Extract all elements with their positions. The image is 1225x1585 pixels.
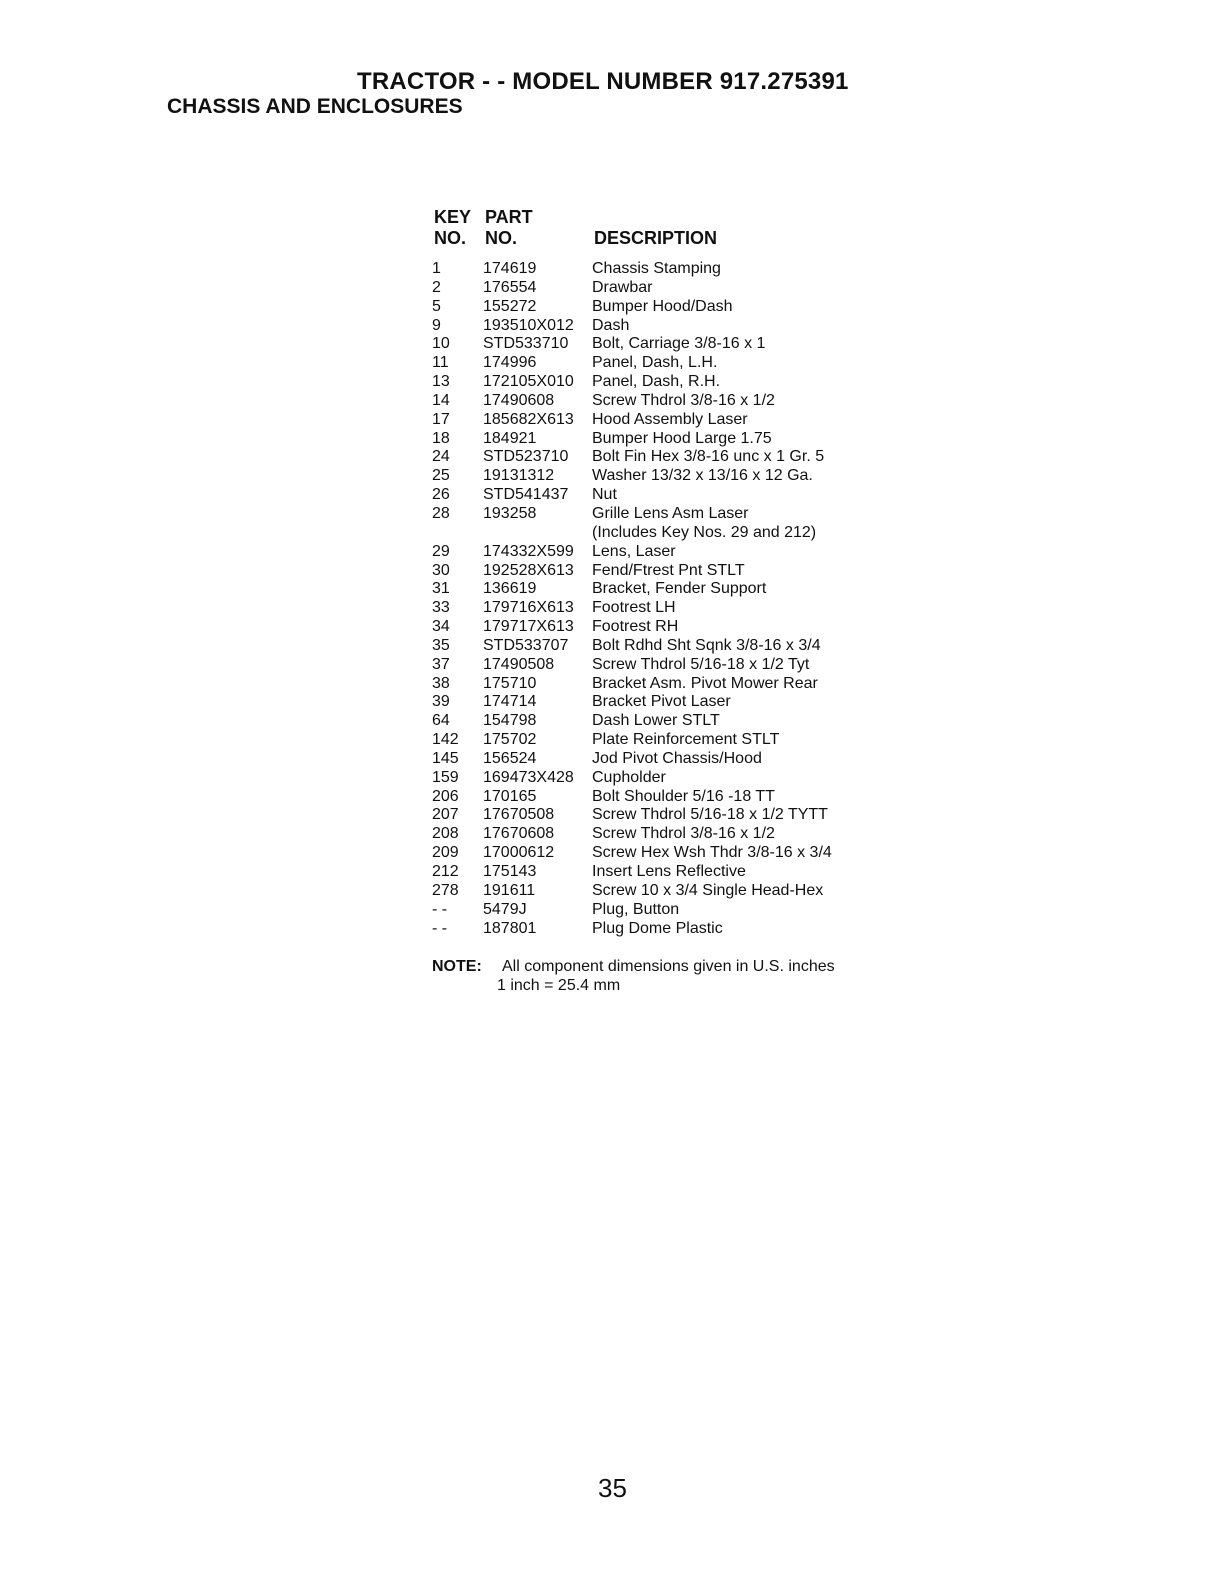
part-description: Panel, Dash, L.H. [592,354,718,372]
part-description: Bolt, Carriage 3/8-16 x 1 [592,335,766,353]
key-header-line1: KEY [434,207,472,227]
key-number: 35 [432,636,450,654]
part-number: 175702 [483,731,537,749]
key-number: 145 [432,749,459,767]
key-number: 34 [432,618,450,636]
table-row [434,430,894,449]
part-description: Bumper Hood/Dash [592,297,733,315]
part-description: Plate Reinforcement STLT [592,731,780,749]
table-row [434,618,894,637]
parts-table [434,207,894,938]
parts-list [434,260,894,938]
table-row [434,637,894,656]
part-description: Chassis Stamping [592,260,721,277]
page-title: TRACTOR - - MODEL NUMBER 917.275391 [357,68,849,95]
part-number: 174714 [483,693,537,711]
part-number: 176554 [483,278,537,296]
part-description: Dash Lower STLT [592,712,720,730]
key-number: 64 [432,712,450,730]
table-row [434,543,894,562]
key-number: 2 [432,278,441,296]
part-number: STD533710 [483,335,569,353]
part-description: Hood Assembly Laser [592,410,748,428]
key-number: 11 [432,354,449,372]
part-number: 184921 [483,429,537,447]
part-number: STD541437 [483,486,569,504]
table-row [434,373,894,392]
part-description: Footrest LH [592,599,676,617]
table-row [434,920,894,939]
part-description: Plug Dome Plastic [592,919,723,937]
part-description: Nut [592,486,617,504]
page-number: 35 [598,1473,627,1503]
part-number: 17000612 [483,844,555,862]
part-number: 170165 [483,787,537,805]
key-number: 208 [432,825,459,843]
part-number: 156524 [483,749,537,767]
key-number: 37 [432,655,450,673]
key-number: 25 [432,467,450,485]
table-row [434,731,894,750]
part-number: 136619 [483,580,537,598]
part-number: 179716X613 [483,599,574,617]
part-number: 172105X010 [483,373,574,391]
part-number: 193258 [483,504,537,522]
part-description: (Includes Key Nos. 29 and 212) [592,523,817,541]
table-row [434,863,894,882]
part-description: Lens, Laser [592,542,676,560]
key-number: 29 [432,542,450,560]
part-number: 155272 [483,297,537,315]
part-number: 192528X613 [483,561,574,579]
part-description: Screw 10 x 3/4 Single Head-Hex [592,881,824,899]
part-number: 17670608 [483,825,555,843]
key-number: - - [432,919,448,937]
key-number: 31 [432,580,450,598]
table-row [434,901,894,920]
table-row [434,712,894,731]
part-description: Bolt Fin Hex 3/8-16 unc x 1 Gr. 5 [592,448,825,466]
table-row [434,486,894,505]
part-number: 17670508 [483,806,555,824]
part-description: Screw Hex Wsh Thdr 3/8-16 x 3/4 [592,844,832,862]
key-number: 17 [432,410,450,428]
part-number: 191611 [483,881,536,899]
part-description: Bracket Asm. Pivot Mower Rear [592,674,818,692]
key-number: 24 [432,448,450,466]
part-description: Panel, Dash, R.H. [592,373,721,391]
key-number: 206 [432,787,459,805]
part-description: Footrest RH [592,618,679,636]
part-description: Dash [592,316,630,334]
note-text-line1: All component dimensions given in U.S. inches [502,958,835,975]
section-title: CHASSIS AND ENCLOSURES [167,95,463,118]
table-header-row-2 [434,228,894,249]
key-number: 207 [432,806,459,824]
key-number: 28 [432,504,450,522]
table-row [434,524,894,543]
key-header-line2: NO. [434,228,467,248]
part-description: Grille Lens Asm Laser [592,504,749,522]
key-number: 212 [432,863,459,880]
table-row [434,505,894,524]
part-number: 174996 [483,354,537,372]
part-number: 179717X613 [483,618,574,636]
part-header-line2: NO. [485,228,518,248]
key-number: 9 [432,316,441,334]
table-row [434,806,894,825]
table-row [434,335,894,354]
part-description: Insert Lens Reflective [592,863,746,880]
table-row [434,656,894,675]
part-description: Jod Pivot Chassis/Hood [592,749,762,767]
part-description: Bracket, Fender Support [592,580,767,598]
table-row [434,693,894,712]
part-description: Screw Thdrol 5/16-18 x 1/2 TYTT [592,806,828,824]
table-row [434,825,894,844]
table-row [434,788,894,807]
key-number: 14 [432,391,450,409]
key-number: 10 [432,335,450,353]
part-description: Plug, Button [592,900,680,918]
dimension-note [432,957,835,995]
part-number: STD533707 [483,636,569,654]
part-description: Screw Thdrol 3/8-16 x 1/2 [592,825,775,843]
part-description: Drawbar [592,278,653,296]
part-number: 193510X012 [483,316,574,334]
key-number: 1 [432,260,441,277]
table-row [434,580,894,599]
key-number: 30 [432,561,450,579]
part-number: 174619 [483,260,537,277]
part-description: Bolt Shoulder 5/16 -18 TT [592,787,775,805]
part-number: STD523710 [483,448,569,466]
table-row [434,298,894,317]
key-number: 209 [432,844,459,862]
part-number: 17490608 [483,391,555,409]
table-row [434,317,894,336]
part-number: 185682X613 [483,410,574,428]
table-header-row-1 [434,207,894,228]
table-row [434,448,894,467]
key-number: - - [432,900,448,918]
part-number: 17490508 [483,655,555,673]
key-number: 142 [432,731,459,749]
part-description: Washer 13/32 x 13/16 x 12 Ga. [592,467,813,485]
note-label: NOTE: [432,958,482,975]
table-row [434,599,894,618]
part-number: 187801 [483,919,537,937]
part-number: 175710 [483,674,537,692]
note-text-line2: 1 inch = 25.4 mm [497,977,621,994]
table-row [434,675,894,694]
part-description: Bumper Hood Large 1.75 [592,429,772,447]
key-number: 13 [432,373,450,391]
part-description: Cupholder [592,768,666,786]
key-number: 159 [432,768,459,786]
description-header: DESCRIPTION [594,228,718,248]
part-description: Bolt Rdhd Sht Sqnk 3/8-16 x 3/4 [592,636,821,654]
part-description: Screw Thdrol 5/16-18 x 1/2 Tyt [592,655,810,673]
table-row [434,844,894,863]
key-number: 18 [432,429,450,447]
table-row [434,392,894,411]
part-number: 154798 [483,712,537,730]
part-number: 175143 [483,863,537,880]
part-number: 5479J [483,900,527,918]
part-description: Screw Thdrol 3/8-16 x 1/2 [592,391,775,409]
table-row [434,562,894,581]
table-row [434,750,894,769]
key-number: 39 [432,693,450,711]
key-number: 26 [432,486,450,504]
table-row [434,411,894,430]
part-header-line1: PART [485,207,533,227]
part-number: 169473X428 [483,768,574,786]
key-number: 5 [432,297,441,315]
table-row [434,260,894,279]
table-row [434,769,894,788]
key-number: 278 [432,881,459,899]
table-row [434,467,894,486]
table-row [434,354,894,373]
table-row [434,279,894,298]
part-number: 19131312 [483,467,555,485]
table-row [434,882,894,901]
part-description: Bracket Pivot Laser [592,693,731,711]
key-number: 38 [432,674,450,692]
part-description: Fend/Ftrest Pnt STLT [592,561,745,579]
key-number: 33 [432,599,450,617]
part-number: 174332X599 [483,542,574,560]
